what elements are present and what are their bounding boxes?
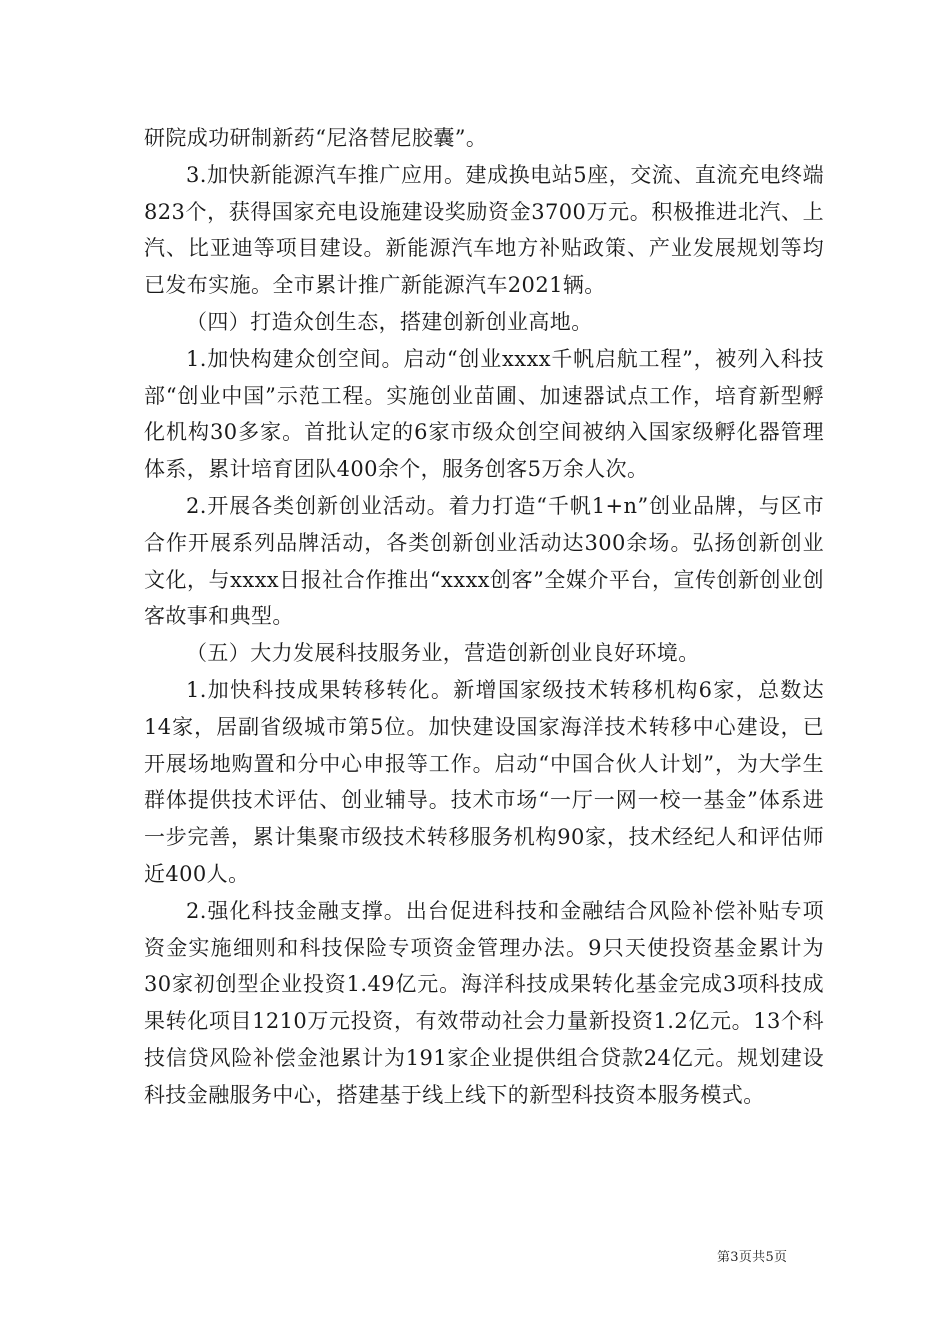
paragraph-tech-transfer: 1.加快科技成果转移转化。新增国家级技术转移机构6家，总数达14家，居副省级城市第5位。加快建设国家海洋技术转移中心建设，已开展场地购置和分中心申报等工作。启动“中国合伙人计划”，为大学生群体提供技术评估、创业辅导。技术市场“一厅一网一校一基金”体系进一步完善，累计集聚市级技术转移服务机构90家，技术经纪人和评估师近400人。 (144, 677, 824, 886)
section-heading-4: （四）打造众创生态，搭建创新创业高地。 (186, 309, 593, 334)
page-number-footer: 第3页共5页 (717, 1250, 788, 1265)
paragraph-tech-finance: 2.强化科技金融支撑。出台促进科技和金融结合风险补偿补贴专项资金实施细则和科技保险专项资金管理办法。9只天使投资基金累计为30家初创型企业投资1.49亿元。海洋科技成果转化基金完成3项科技成果转化项目1210万元投资，有效带动社会力量新投资1.2亿元。13个科技信贷风险补偿金池累计为191家企业提供组合贷款24亿元。规划建设科技金融服务中心，搭建基于线上线下的新型科技资本服务模式。 (144, 898, 824, 1107)
paragraph-ev-promotion: 3.加快新能源汽车推广应用。建成换电站5座，交流、直流充电终端823个，获得国家充电设施建设奖励资金3700万元。积极推进北汽、上汽、比亚迪等项目建设。新能源汽车地方补贴政策、产业发展规划等均已发布实施。全市累计推广新能源汽车2021辆。 (144, 162, 824, 298)
paragraph-maker-space: 1.加快构建众创空间。启动“创业xxxx千帆启航工程”，被列入科技部“创业中国”示范工程。实施创业苗圃、加速器试点工作，培育新型孵化机构30多家。首批认定的6家市级众创空间被纳入国家级孵化器管理体系，累计培育团队400余个，服务创客5万余人次。 (144, 346, 824, 482)
document-body (144, 120, 824, 1114)
paragraph-continuation: 研院成功研制新药“尼洛替尼胶囊”。 (144, 126, 488, 150)
paragraph-innovation-activities: 2.开展各类创新创业活动。着力打造“千帆1+n”创业品牌，与区市合作开展系列品牌活动，各类创新创业活动达300余场。弘扬创新创业文化，与xxxx日报社合作推出“xxxx创客”全媒介平台，宣传创新创业创客故事和典型。 (144, 493, 824, 629)
section-heading-5: （五）大力发展科技服务业，营造创新创业良好环境。 (186, 641, 700, 666)
